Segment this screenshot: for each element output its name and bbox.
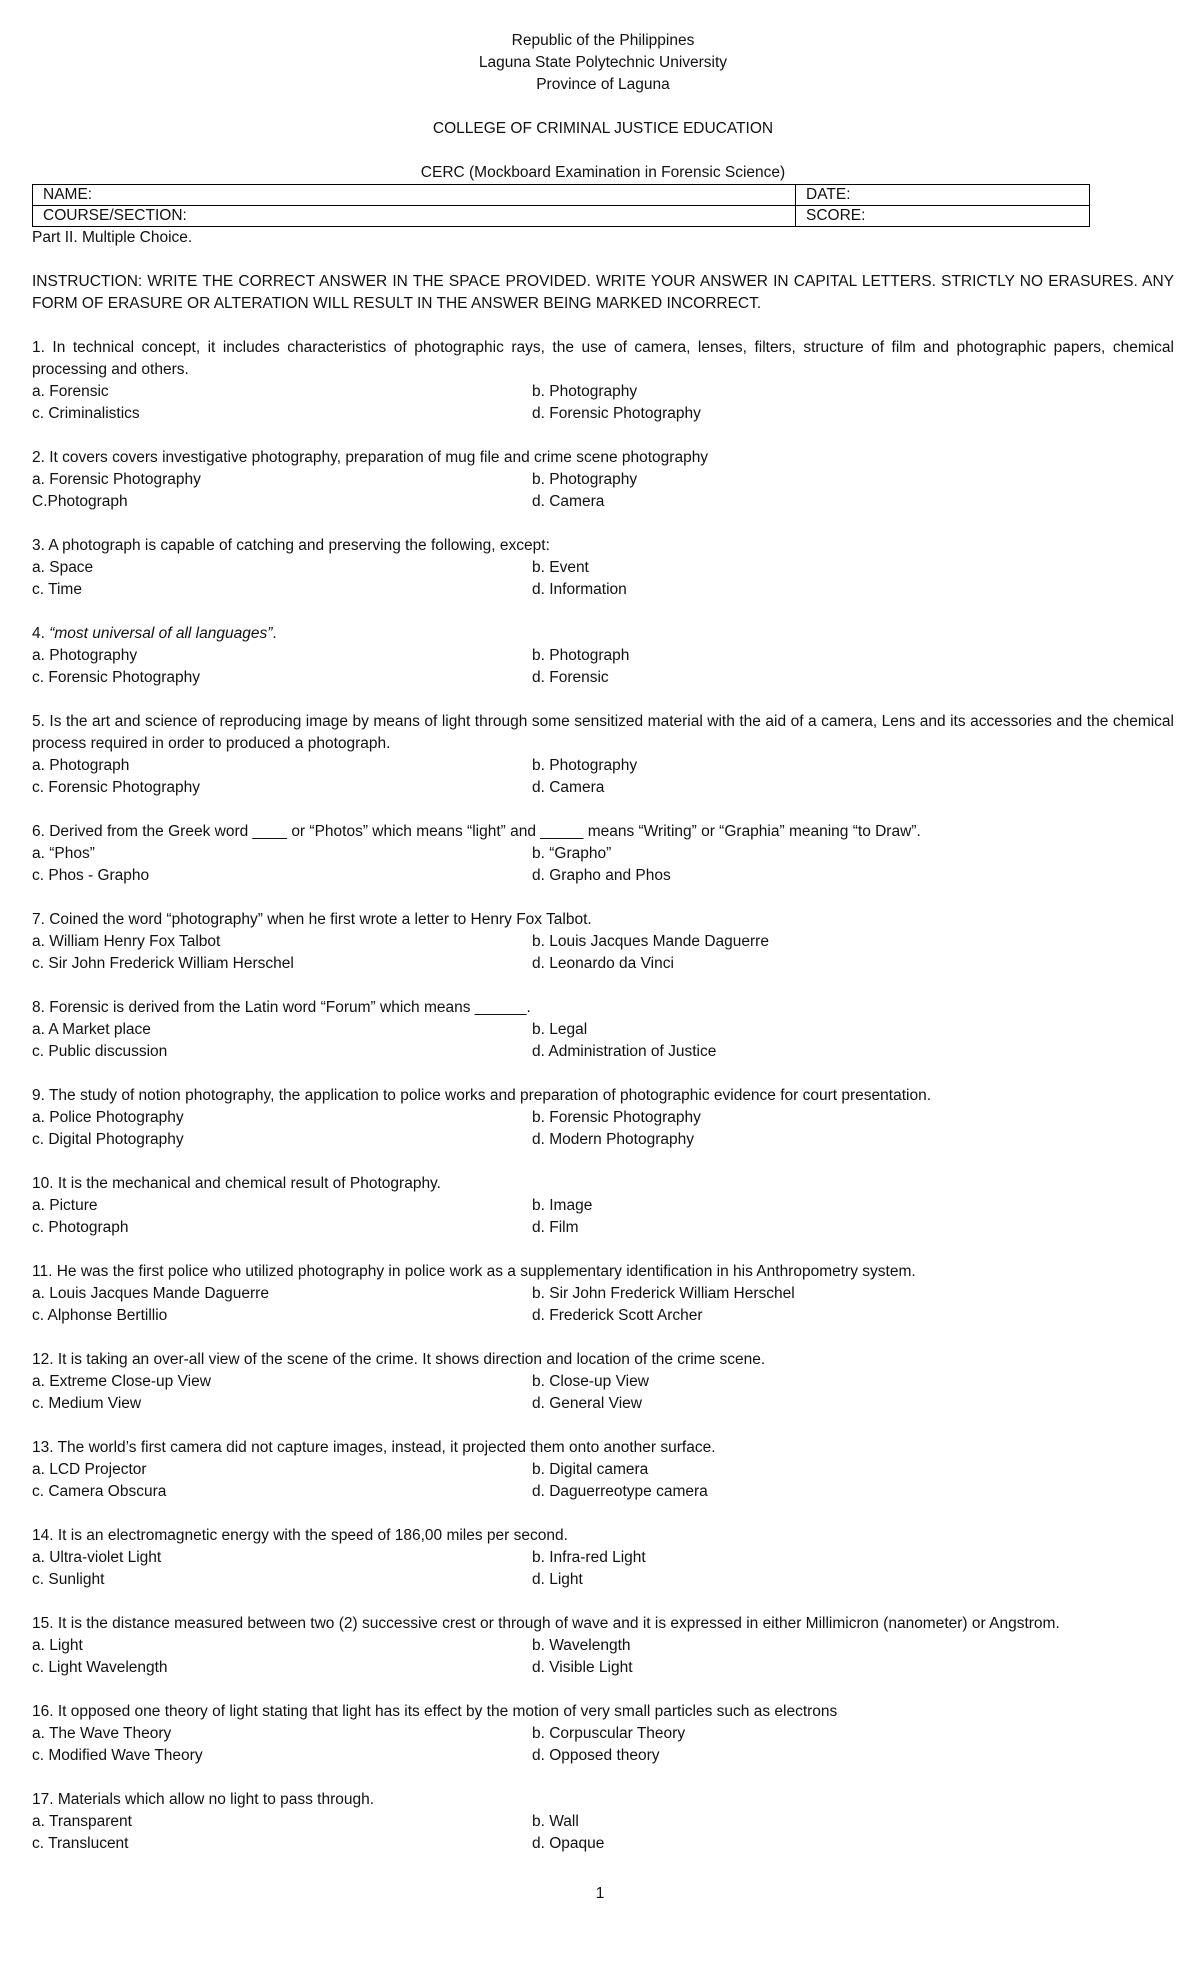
choice-a: a. Light: [32, 1637, 83, 1654]
score-field[interactable]: SCORE:: [796, 206, 1090, 227]
question-item: [32, 535, 1174, 601]
choice-a: a. Police Photography: [32, 1109, 184, 1126]
question-item: [32, 711, 1174, 799]
question-item: [32, 909, 1174, 975]
choice-a: a. Transparent: [32, 1813, 132, 1830]
choice-c: c. Alphonse Bertillio: [32, 1307, 168, 1324]
choice-b: b. Digital camera: [532, 1461, 649, 1478]
choices-grid: [32, 469, 1174, 513]
choice-c: c. Photograph: [32, 1219, 129, 1236]
choice-a: a. Forensic: [32, 383, 109, 400]
choice-a: a. Extreme Close-up View: [32, 1373, 211, 1390]
choice-a: a. LCD Projector: [32, 1461, 147, 1478]
choice-c: c. Sir John Frederick William Herschel: [32, 955, 294, 972]
choices-grid: [32, 1635, 1174, 1679]
question-item: [32, 1613, 1174, 1679]
choice-b: b. Sir John Frederick William Herschel: [532, 1285, 795, 1302]
question-item: [32, 447, 1174, 513]
part-title: Part II. Multiple Choice.: [32, 229, 193, 246]
choices-grid: [32, 1723, 1174, 1767]
question-text: 11. He was the first police who utilized photography in police work as a supplementary identification in his Anthropometry system.: [32, 1263, 916, 1280]
choice-b: b. Corpuscular Theory: [532, 1725, 686, 1742]
choice-c: c. Public discussion: [32, 1043, 168, 1060]
choice-c: c. Translucent: [32, 1835, 129, 1852]
question-prefix: 4.: [32, 625, 50, 642]
choices-grid: [32, 1371, 1174, 1415]
choice-d: d. Grapho and Phos: [532, 867, 671, 884]
student-info-table: [32, 184, 1090, 227]
header-college: COLLEGE OF CRIMINAL JUSTICE EDUCATION: [432, 120, 774, 137]
choices-grid: [32, 1107, 1174, 1151]
question-text: 5. Is the art and science of reproducing image by means of light through some sensitized material with the aid of a camera, Lens and its accessories and the chemical process required in order to produced a photograph.: [32, 713, 1174, 752]
questions-list: [32, 337, 1174, 1855]
question-item: [32, 1261, 1174, 1327]
choices-grid: [32, 1811, 1174, 1855]
choices-grid: [32, 1547, 1174, 1591]
question-text: 7. Coined the word “photography” when he first wrote a letter to Henry Fox Talbot.: [32, 911, 592, 928]
choice-b: b. “Grapho”: [532, 845, 612, 862]
instruction-text: INSTRUCTION: WRITE THE CORRECT ANSWER IN THE SPACE PROVIDED. WRITE YOUR ANSWER IN CAPITAL LETTERS. STRICTLY NO ERASURES. ANY FORM OF ERASURE OR ALTERATION WILL RESULT IN THE ANSWER BEING MARKED INCORRECT.: [32, 273, 1174, 312]
question-text: 14. It is an electromagnetic energy with the speed of 186,00 miles per second.: [32, 1527, 568, 1544]
question-item: [32, 997, 1174, 1063]
header-line-province: Province of Laguna: [536, 76, 670, 93]
question-text: 6. Derived from the Greek word ____ or “Photos” which means “light” and _____ means “Writing” or “Graphia” meaning “to Draw”.: [32, 823, 921, 840]
question-suffix: .: [272, 625, 277, 642]
choice-d: d. Camera: [532, 493, 605, 510]
choice-d: d. Visible Light: [532, 1659, 633, 1676]
choice-a: a. Picture: [32, 1197, 98, 1214]
choice-c: c. Digital Photography: [32, 1131, 184, 1148]
choice-b: b. Photography: [532, 471, 638, 488]
choices-grid: [32, 755, 1174, 799]
question-text: 10. It is the mechanical and chemical result of Photography.: [32, 1175, 441, 1192]
choice-d: d. Forensic Photography: [532, 405, 701, 422]
choice-c: c. Time: [32, 581, 82, 598]
choice-c: c. Forensic Photography: [32, 669, 201, 686]
choice-b: b. Louis Jacques Mande Daguerre: [532, 933, 769, 950]
choice-b: b. Wavelength: [532, 1637, 631, 1654]
question-text: 3. A photograph is capable of catching and preserving the following, except:: [32, 537, 550, 554]
choice-d: d. Frederick Scott Archer: [532, 1307, 703, 1324]
question-text: 16. It opposed one theory of light stating that light has its effect by the motion of very small particles such as electrons: [32, 1703, 838, 1720]
choice-a: a. Photograph: [32, 757, 130, 774]
choice-c: c. Forensic Photography: [32, 779, 201, 796]
question-text: [32, 623, 1174, 645]
choice-d: d. General View: [532, 1395, 642, 1412]
choice-b: b. Image: [532, 1197, 593, 1214]
choice-a: a. Louis Jacques Mande Daguerre: [32, 1285, 269, 1302]
question-item: [32, 1085, 1174, 1151]
choice-b: b. Photography: [532, 757, 638, 774]
choice-b: b. Wall: [532, 1813, 579, 1830]
choice-d: d. Administration of Justice: [532, 1043, 717, 1060]
header-line-country: Republic of the Philippines: [511, 32, 695, 49]
choices-grid: [32, 1019, 1174, 1063]
question-item: [32, 337, 1174, 425]
question-text: 8. Forensic is derived from the Latin word “Forum” which means ______.: [32, 999, 531, 1016]
document-content: [32, 30, 1174, 1877]
choice-a: a. William Henry Fox Talbot: [32, 933, 221, 950]
question-text: 1. In technical concept, it includes characteristics of photographic rays, the use of camera, lenses, filters, structure of film and photographic papers, chemical processing and others.: [32, 339, 1174, 378]
choice-a: a. Forensic Photography: [32, 471, 201, 488]
choice-d: d. Camera: [532, 779, 605, 796]
choice-a: a. Ultra-violet Light: [32, 1549, 162, 1566]
choice-b: b. Event: [532, 559, 589, 576]
exam-title: CERC (Mockboard Examination in Forensic Science): [420, 164, 786, 181]
choice-d: d. Daguerreotype camera: [532, 1483, 708, 1500]
choice-c: c. Medium View: [32, 1395, 142, 1412]
question-item: [32, 1789, 1174, 1855]
date-field[interactable]: DATE:: [796, 185, 1090, 206]
question-text: 12. It is taking an over-all view of the scene of the crime. It shows direction and location of the crime scene.: [32, 1351, 766, 1368]
choice-d: d. Opposed theory: [532, 1747, 660, 1764]
question-text: 17. Materials which allow no light to pass through.: [32, 1791, 375, 1808]
question-italic-text: “most universal of all languages”: [49, 625, 273, 642]
choice-b: b. Legal: [532, 1021, 588, 1038]
choices-grid: [32, 843, 1174, 887]
choices-grid: [32, 1283, 1174, 1327]
choice-c: c. Camera Obscura: [32, 1483, 167, 1500]
choice-c: C.Photograph: [32, 493, 128, 510]
choices-grid: [32, 1195, 1174, 1239]
choice-c: c. Modified Wave Theory: [32, 1747, 203, 1764]
question-item: [32, 1701, 1174, 1767]
choice-d: d. Modern Photography: [532, 1131, 694, 1148]
choice-d: d. Forensic: [532, 669, 609, 686]
choice-c: c. Criminalistics: [32, 405, 140, 422]
name-field[interactable]: NAME:: [33, 185, 796, 206]
choice-c: c. Sunlight: [32, 1571, 105, 1588]
choice-b: b. Photography: [532, 383, 638, 400]
question-text: 2. It covers covers investigative photography, preparation of mug file and crime scene photography: [32, 449, 709, 466]
choice-b: b. Forensic Photography: [532, 1109, 701, 1126]
question-item: [32, 821, 1174, 887]
choice-d: d. Information: [532, 581, 627, 598]
choice-d: d. Opaque: [532, 1835, 605, 1852]
course-section-field[interactable]: COURSE/SECTION:: [33, 206, 796, 227]
page-number: 1: [595, 1885, 605, 1902]
choice-b: b. Close-up View: [532, 1373, 649, 1390]
choice-a: a. Space: [32, 559, 94, 576]
question-item: [32, 1525, 1174, 1591]
choice-c: c. Phos - Grapho: [32, 867, 150, 884]
question-item: [32, 1437, 1174, 1503]
choices-grid: [32, 1459, 1174, 1503]
choice-a: a. A Market place: [32, 1021, 151, 1038]
question-text: 13. The world’s first camera did not capture images, instead, it projected them onto another surface.: [32, 1439, 716, 1456]
choice-d: d. Light: [532, 1571, 583, 1588]
choice-a: a. “Phos”: [32, 845, 95, 862]
choice-a: a. The Wave Theory: [32, 1725, 172, 1742]
question-text: 15. It is the distance measured between two (2) successive crest or through of wave and it is expressed in either Millimicron (nanometer) or Angstrom.: [32, 1615, 1060, 1632]
choice-d: d. Film: [532, 1219, 579, 1236]
choice-b: b. Infra-red Light: [532, 1549, 646, 1566]
question-text: 9. The study of notion photography, the application to police works and preparation of photographic evidence for court presentation.: [32, 1087, 932, 1104]
choice-d: d. Leonardo da Vinci: [532, 955, 674, 972]
choices-grid: [32, 557, 1174, 601]
question-item: [32, 623, 1174, 689]
choice-b: b. Photograph: [532, 647, 630, 664]
choice-a: a. Photography: [32, 647, 138, 664]
choices-grid: [32, 931, 1174, 975]
choices-grid: [32, 381, 1174, 425]
header-line-university: Laguna State Polytechnic University: [478, 54, 728, 71]
choice-c: c. Light Wavelength: [32, 1659, 168, 1676]
choices-grid: [32, 645, 1174, 689]
question-item: [32, 1349, 1174, 1415]
question-item: [32, 1173, 1174, 1239]
